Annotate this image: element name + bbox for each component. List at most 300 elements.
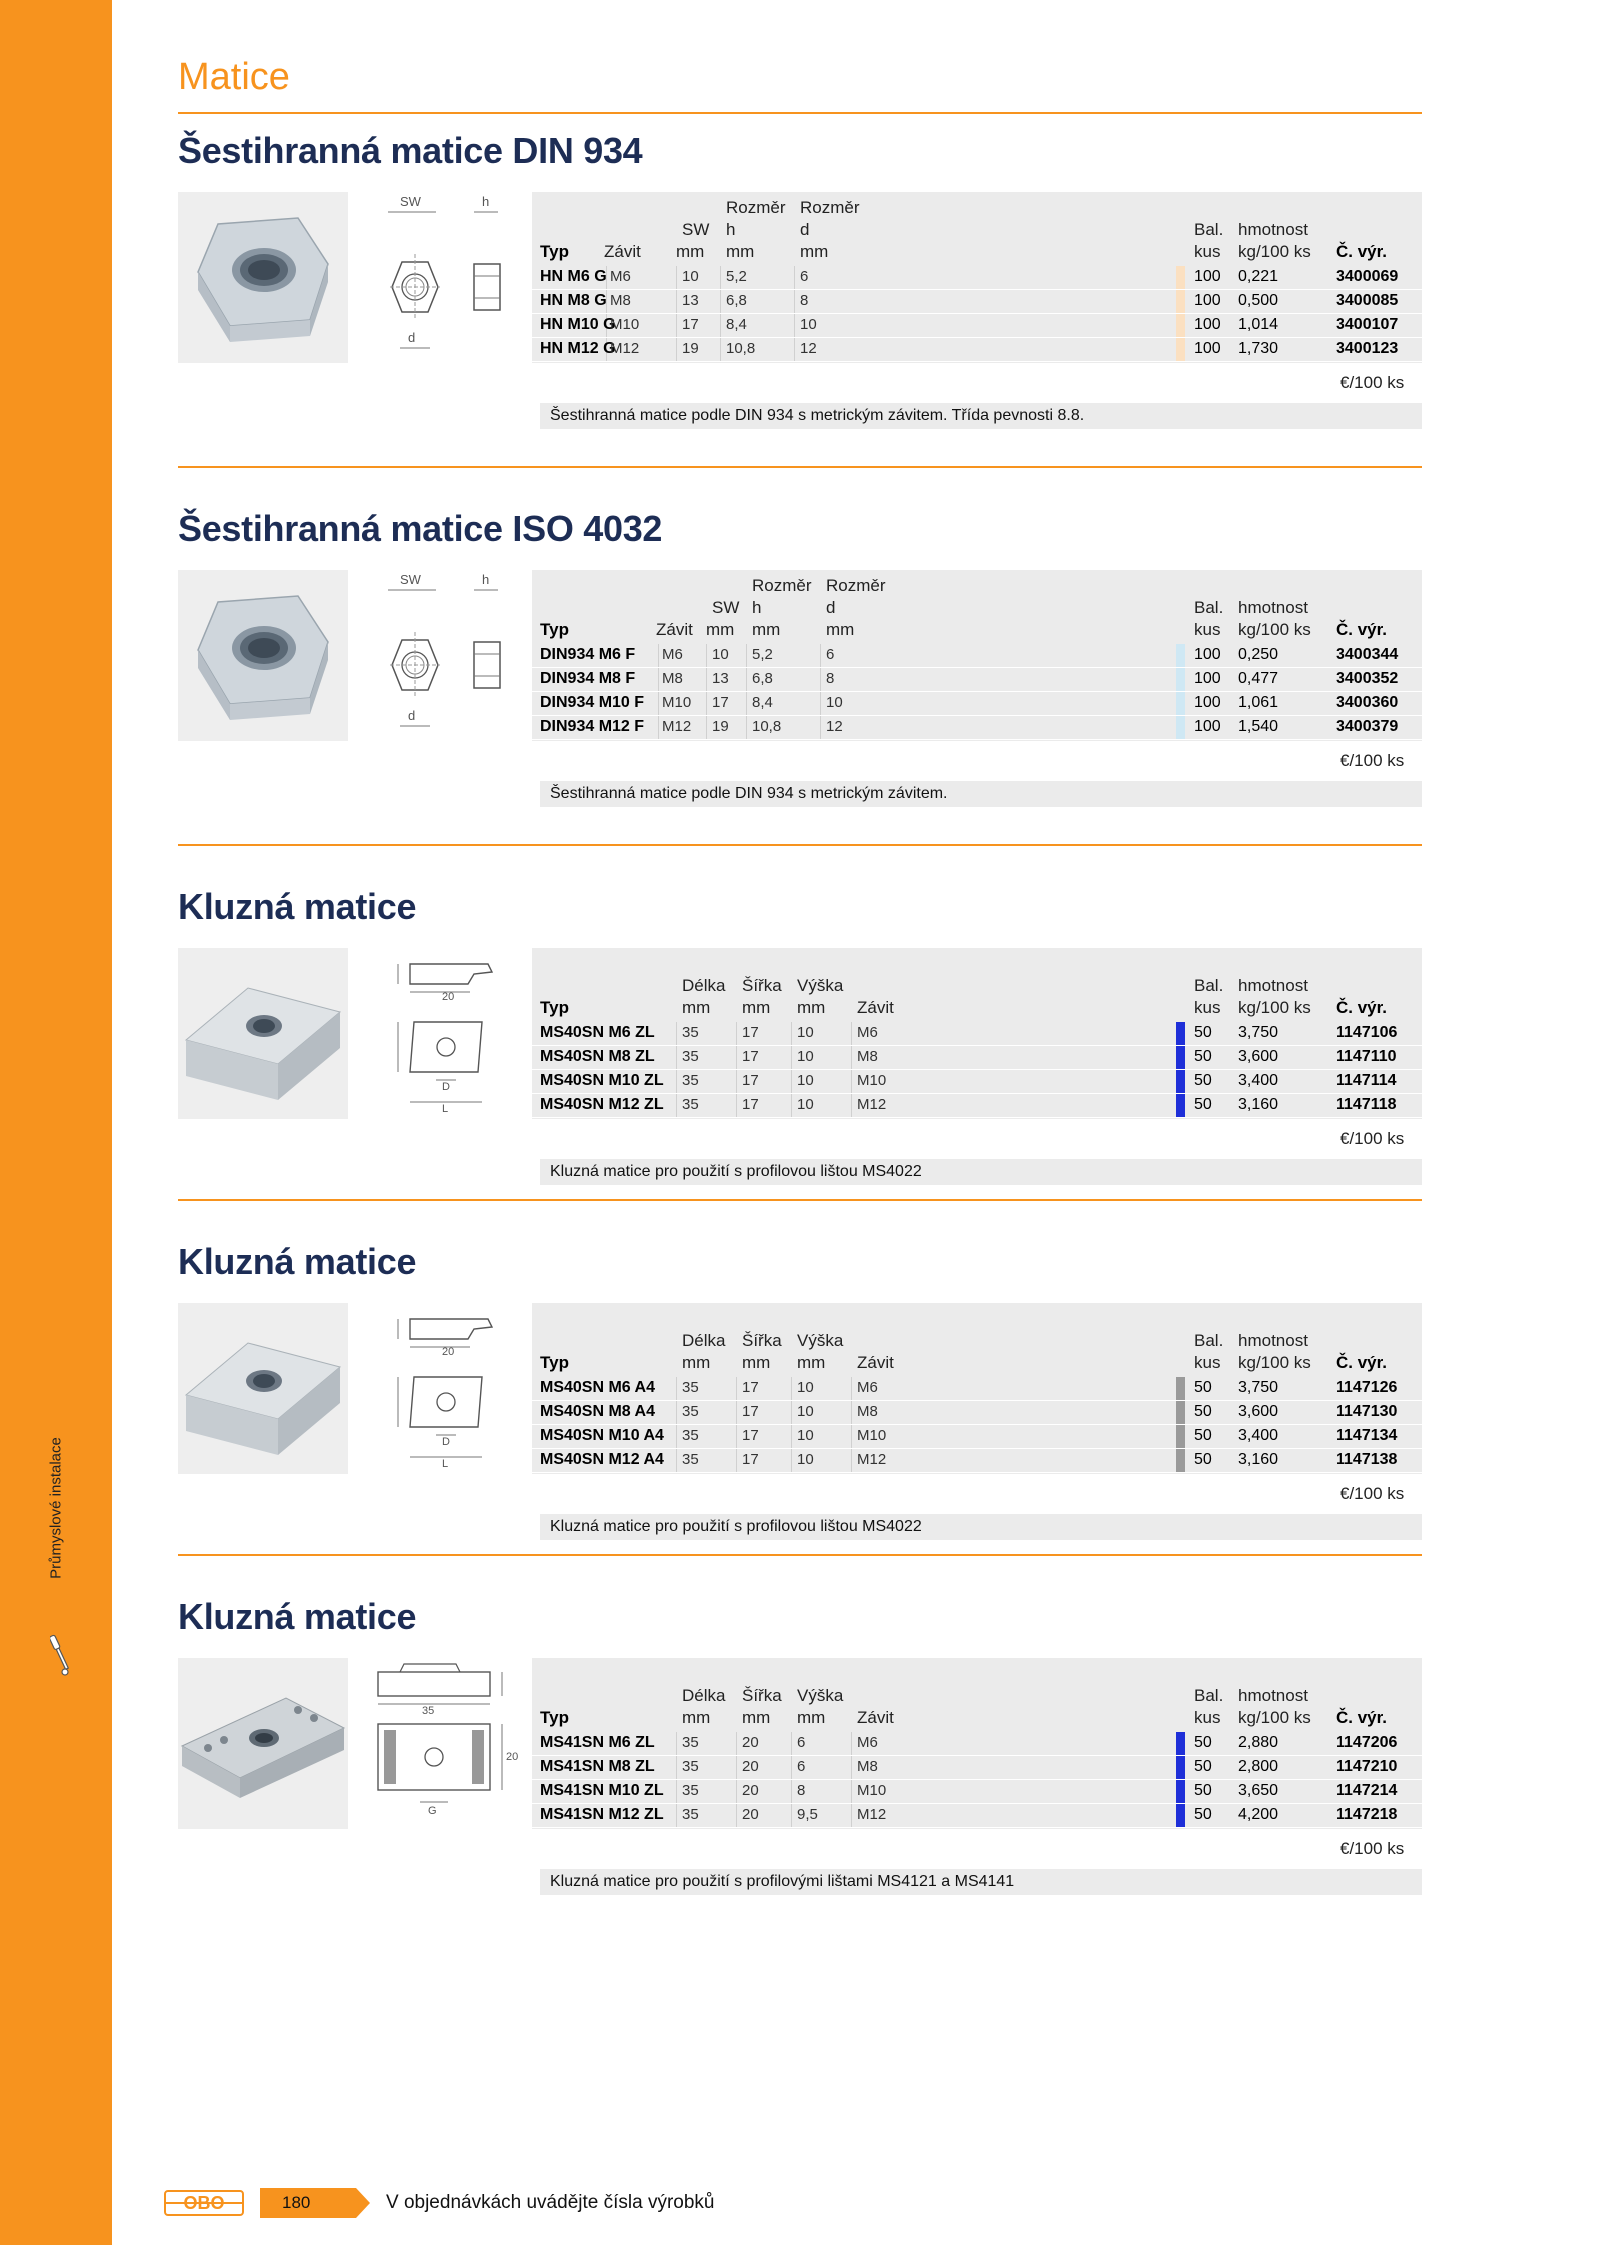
row-col2: 8,4 (726, 316, 747, 333)
color-marker (1176, 290, 1185, 314)
header-col3: Výška (797, 1331, 844, 1350)
row-col3: 9,5 (797, 1806, 818, 1823)
header-col2: Šířka (742, 976, 782, 995)
header-col2-unit: mm (752, 620, 781, 639)
header-weight: hmotnost (1238, 1686, 1308, 1705)
row-pack: 100 (1194, 718, 1221, 735)
row-thread: M8 (662, 670, 683, 687)
row-col2: 17 (742, 1379, 759, 1396)
header-weight-unit: kg/100 ks (1238, 1353, 1311, 1372)
row-col2: 20 (742, 1782, 759, 1799)
header-weight: hmotnost (1238, 1331, 1308, 1350)
product-description: Šestihranná matice podle DIN 934 s metrickým závitem. Třída pevnosti 8.8. (540, 403, 1422, 429)
row-thread: M12 (857, 1451, 887, 1468)
table-row (532, 290, 1422, 314)
header-weight-unit: kg/100 ks (1238, 620, 1311, 639)
row-type: MS41SN M12 ZL (540, 1806, 664, 1823)
product-photo (178, 1303, 348, 1474)
row-type: MS41SN M8 ZL (540, 1758, 655, 1775)
header-pack-unit: kus (1194, 1353, 1221, 1372)
header-col3-title: Rozměr (826, 576, 886, 595)
page-title: Matice (178, 56, 290, 98)
row-pack: 100 (1194, 646, 1221, 663)
row-col1: 35 (682, 1072, 699, 1089)
header-col2-unit: mm (742, 998, 771, 1017)
row-weight: 2,800 (1238, 1758, 1279, 1775)
row-weight: 3,160 (1238, 1096, 1279, 1113)
row-type: HN M12 G (540, 340, 616, 357)
footer-note: V objednávkách uvádějte čísla výrobků (386, 2192, 715, 2213)
header-pack-unit: kus (1194, 998, 1221, 1017)
section-title: Kluzná matice (178, 1241, 417, 1282)
row-col3: 10 (826, 694, 843, 711)
row-col3: 10 (800, 316, 817, 333)
color-marker (1176, 1022, 1185, 1046)
table-row (532, 1377, 1422, 1401)
header-col1: Délka (682, 1331, 726, 1350)
section-divider (178, 1554, 1422, 1556)
header-weight: hmotnost (1238, 220, 1308, 239)
row-col1: 19 (682, 340, 699, 357)
row-thread: M8 (857, 1403, 878, 1420)
header-col1: Délka (682, 1686, 726, 1705)
header-col1-unit: mm (682, 1708, 711, 1727)
section-title: Kluzná matice (178, 886, 417, 927)
row-weight: 3,400 (1238, 1427, 1279, 1444)
row-col1: 13 (712, 670, 729, 687)
row-pack: 50 (1194, 1072, 1212, 1089)
row-weight: 3,160 (1238, 1451, 1279, 1468)
row-thread: M10 (662, 694, 692, 711)
row-pack: 50 (1194, 1758, 1212, 1775)
drawing-label: D (442, 1081, 450, 1093)
row-article: 3400085 (1336, 292, 1399, 309)
row-type: MS40SN M8 A4 (540, 1403, 655, 1420)
table-row (532, 1401, 1422, 1425)
row-col1: 35 (682, 1758, 699, 1775)
row-col2: 6,8 (726, 292, 747, 309)
page-number: 180 (260, 2188, 356, 2218)
table-row (532, 1449, 1422, 1473)
row-type: HN M8 G (540, 292, 607, 309)
row-col3: 10 (797, 1096, 814, 1113)
drawing-label: L (442, 1458, 449, 1470)
product-description: Kluzná matice pro použití s profilovou lištou MS4022 (540, 1159, 1422, 1185)
color-marker (1176, 1780, 1185, 1804)
row-thread: M6 (857, 1379, 878, 1396)
row-article: 1147138 (1336, 1451, 1398, 1468)
row-col1: 17 (682, 316, 699, 333)
row-thread: M8 (857, 1048, 878, 1065)
row-col3: 10 (797, 1072, 814, 1089)
row-thread: M6 (662, 646, 683, 663)
section-divider (178, 466, 1422, 468)
row-pack: 50 (1194, 1024, 1212, 1041)
row-article: 3400069 (1336, 268, 1399, 285)
row-thread: M10 (857, 1782, 887, 1799)
row-thread: M6 (610, 268, 631, 285)
technical-drawing (370, 570, 520, 741)
row-type: MS40SN M10 ZL (540, 1072, 664, 1089)
row-col1: 19 (712, 718, 729, 735)
header-pack: Bal. (1194, 598, 1224, 617)
drawing-label: SW (400, 194, 421, 209)
table-row (532, 1070, 1422, 1094)
header-article: Č. výr. (1336, 1708, 1388, 1727)
row-weight: 0,477 (1238, 670, 1279, 687)
row-pack: 50 (1194, 1782, 1212, 1799)
header-col2-unit: mm (726, 242, 755, 261)
header-col3-unit: mm (797, 1708, 826, 1727)
product-description: Kluzná matice pro použití s profilovou lištou MS4022 (540, 1514, 1422, 1540)
product-table (532, 1658, 1422, 1829)
table-row (532, 266, 1422, 290)
header-article: Č. výr. (1336, 998, 1388, 1017)
row-col2: 17 (742, 1451, 759, 1468)
row-col2: 17 (742, 1096, 759, 1113)
row-type: MS40SN M6 ZL (540, 1024, 655, 1041)
row-col3: 6 (797, 1734, 806, 1751)
row-thread: M6 (857, 1734, 878, 1751)
table-row (532, 314, 1422, 338)
row-weight: 0,500 (1238, 292, 1279, 309)
row-line (532, 1827, 1422, 1828)
row-weight: 2,880 (1238, 1734, 1279, 1751)
row-pack: 100 (1194, 340, 1221, 357)
row-pack: 100 (1194, 268, 1221, 285)
color-marker (1176, 716, 1185, 740)
row-article: 1147218 (1336, 1806, 1398, 1823)
price-unit: €/100 ks (1340, 1839, 1405, 1858)
row-weight: 3,400 (1238, 1072, 1279, 1089)
header-article: Č. výr. (1336, 1353, 1388, 1372)
product-photo (178, 570, 348, 741)
header-col1-unit: mm (682, 998, 711, 1017)
row-col2: 6,8 (752, 670, 773, 687)
color-marker (1176, 1401, 1185, 1425)
color-marker (1176, 1732, 1185, 1756)
price-unit: €/100 ks (1340, 1129, 1405, 1148)
header-typ: Typ (540, 242, 569, 261)
row-col3: 10 (797, 1048, 814, 1065)
header-col3: d (826, 598, 836, 617)
section-divider (178, 844, 1422, 846)
product-photo (178, 1658, 348, 1829)
row-pack: 100 (1194, 316, 1221, 333)
header-pack: Bal. (1194, 1686, 1224, 1705)
row-article: 1147214 (1336, 1782, 1398, 1799)
header-col2: h (726, 220, 736, 239)
header-weight: hmotnost (1238, 976, 1308, 995)
row-col3: 10 (797, 1024, 814, 1041)
row-col2: 20 (742, 1734, 759, 1751)
row-col3: 10 (797, 1451, 814, 1468)
table-row (532, 1756, 1422, 1780)
color-marker (1176, 1756, 1185, 1780)
row-line (532, 1472, 1422, 1473)
row-weight: 3,750 (1238, 1024, 1279, 1041)
row-weight: 3,650 (1238, 1782, 1279, 1799)
row-weight: 1,061 (1238, 694, 1279, 711)
header-pack: Bal. (1194, 976, 1224, 995)
row-article: 1147118 (1336, 1096, 1397, 1113)
header-col2-unit: mm (742, 1708, 771, 1727)
row-col1: 13 (682, 292, 699, 309)
product-table (532, 948, 1422, 1119)
row-article: 1147130 (1336, 1403, 1398, 1420)
drawing-label: d (408, 330, 416, 345)
header-col1: Délka (682, 976, 726, 995)
row-article: 3400379 (1336, 718, 1399, 735)
row-type: MS40SN M12 A4 (540, 1451, 664, 1468)
row-type: MS40SN M8 ZL (540, 1048, 655, 1065)
row-article: 3400360 (1336, 694, 1399, 711)
header-typ: Typ (540, 998, 569, 1017)
row-col2: 17 (742, 1427, 759, 1444)
header-thread: Závit (857, 1353, 894, 1372)
row-col2: 17 (742, 1403, 759, 1420)
product-description: Kluzná matice pro použití s profilovými lištami MS4121 a MS4141 (540, 1869, 1422, 1895)
header-col3-unit: mm (826, 620, 855, 639)
row-type: MS41SN M6 ZL (540, 1734, 655, 1751)
color-marker (1176, 1070, 1185, 1094)
header-weight: hmotnost (1238, 598, 1308, 617)
header-col2: h (752, 598, 762, 617)
product-table (532, 1303, 1422, 1474)
row-col3: 6 (800, 268, 809, 285)
row-col3: 10 (797, 1379, 814, 1396)
header-col3: Výška (797, 1686, 844, 1705)
row-col2: 17 (742, 1048, 759, 1065)
header-col1-unit: mm (706, 620, 735, 639)
row-col2: 10,8 (752, 718, 782, 735)
header-col2: Šířka (742, 1331, 782, 1350)
row-article: 1147114 (1336, 1072, 1397, 1089)
row-col3: 8 (797, 1782, 806, 1799)
row-weight: 1,730 (1238, 340, 1279, 357)
row-col1: 35 (682, 1782, 699, 1799)
color-marker (1176, 1425, 1185, 1449)
header-pack: Bal. (1194, 220, 1224, 239)
header-col1: SW (682, 220, 710, 239)
row-article: 3400123 (1336, 340, 1399, 357)
drawing-label: L (442, 1103, 449, 1115)
product-table (532, 570, 1422, 741)
row-col3: 10 (797, 1403, 814, 1420)
obo-logo (164, 2190, 244, 2216)
color-marker (1176, 1094, 1185, 1118)
table-row (532, 1804, 1422, 1828)
drawing-label: D (442, 1436, 450, 1448)
table-row (532, 1022, 1422, 1046)
row-article: 3400344 (1336, 646, 1399, 663)
row-col2: 8,4 (752, 694, 773, 711)
row-type: DIN934 M12 F (540, 718, 645, 735)
color-marker (1176, 644, 1185, 668)
table-row (532, 692, 1422, 716)
row-type: DIN934 M10 F (540, 694, 645, 711)
header-article: Č. výr. (1336, 242, 1388, 261)
drawing-label: d (408, 708, 416, 723)
table-row (532, 668, 1422, 692)
table-row (532, 1780, 1422, 1804)
row-thread: M10 (857, 1427, 887, 1444)
row-thread: M12 (662, 718, 692, 735)
header-col2: Šířka (742, 1686, 782, 1705)
drawing-label: G (428, 1805, 437, 1817)
header-weight-unit: kg/100 ks (1238, 242, 1311, 261)
row-article: 1147126 (1336, 1379, 1398, 1396)
row-article: 3400107 (1336, 316, 1399, 333)
header-pack: Bal. (1194, 1331, 1224, 1350)
row-weight: 1,540 (1238, 718, 1279, 735)
row-col1: 35 (682, 1427, 699, 1444)
row-line (532, 739, 1422, 740)
row-thread: M12 (857, 1096, 887, 1113)
technical-drawing (370, 192, 520, 363)
product-table (532, 192, 1422, 363)
row-article: 1147106 (1336, 1024, 1398, 1041)
title-divider (178, 112, 1422, 114)
header-thread: Závit (604, 242, 641, 261)
row-weight: 0,221 (1238, 268, 1279, 285)
row-col3: 12 (826, 718, 843, 735)
row-pack: 50 (1194, 1734, 1212, 1751)
header-weight-unit: kg/100 ks (1238, 1708, 1311, 1727)
drawing-label: 35 (422, 1705, 435, 1717)
row-col1: 10 (682, 268, 699, 285)
header-col2-title: Rozměr (726, 198, 786, 217)
header-thread: Závit (857, 998, 894, 1017)
row-article: 1147210 (1336, 1758, 1398, 1775)
row-col3: 6 (826, 646, 835, 663)
row-type: DIN934 M6 F (540, 646, 636, 663)
header-article: Č. výr. (1336, 620, 1388, 639)
header-thread: Závit (656, 620, 693, 639)
header-col3-unit: mm (797, 1353, 826, 1372)
row-line (532, 1117, 1422, 1118)
row-weight: 0,250 (1238, 646, 1279, 663)
table-row (532, 338, 1422, 362)
row-pack: 50 (1194, 1403, 1212, 1420)
row-thread: M8 (610, 292, 631, 309)
row-article: 1147206 (1336, 1734, 1398, 1751)
header-col2-title: Rozměr (752, 576, 812, 595)
row-pack: 100 (1194, 694, 1221, 711)
header-col3-unit: mm (797, 998, 826, 1017)
row-col2: 5,2 (752, 646, 773, 663)
row-col1: 35 (682, 1403, 699, 1420)
row-type: MS41SN M10 ZL (540, 1782, 664, 1799)
row-article: 1147134 (1336, 1427, 1398, 1444)
row-thread: M10 (610, 316, 640, 333)
row-thread: M8 (857, 1758, 878, 1775)
header-pack-unit: kus (1194, 620, 1221, 639)
row-article: 3400352 (1336, 670, 1399, 687)
technical-drawing (370, 1658, 520, 1829)
drawing-label: h (482, 194, 490, 209)
row-pack: 100 (1194, 292, 1221, 309)
row-col1: 35 (682, 1806, 699, 1823)
table-row (532, 1732, 1422, 1756)
drawing-label: h (482, 572, 490, 587)
row-weight: 3,600 (1238, 1048, 1279, 1065)
page-number-arrow (356, 2188, 370, 2218)
row-col2: 17 (742, 1072, 759, 1089)
section-title: Kluzná matice (178, 1596, 417, 1637)
row-type: MS40SN M12 ZL (540, 1096, 664, 1113)
section-divider (178, 1199, 1422, 1201)
color-marker (1176, 314, 1185, 338)
row-col2: 10,8 (726, 340, 756, 357)
row-weight: 3,600 (1238, 1403, 1279, 1420)
color-marker (1176, 1046, 1185, 1070)
logo-text: OBO (183, 2193, 225, 2213)
row-type: MS40SN M10 A4 (540, 1427, 664, 1444)
row-col3: 8 (800, 292, 809, 309)
row-col3: 10 (797, 1427, 814, 1444)
color-marker (1176, 1804, 1185, 1828)
row-col3: 12 (800, 340, 817, 357)
drawing-label: 20 (442, 991, 455, 1003)
header-typ: Typ (540, 620, 569, 639)
row-col3: 6 (797, 1758, 806, 1775)
drawing-label: 20 (506, 1751, 519, 1763)
header-pack-unit: kus (1194, 242, 1221, 261)
header-col1-unit: mm (682, 1353, 711, 1372)
header-col3-unit: mm (800, 242, 829, 261)
row-pack: 50 (1194, 1048, 1212, 1065)
row-article: 1147110 (1336, 1048, 1397, 1065)
product-photo (178, 192, 348, 363)
drawing-label: SW (400, 572, 421, 587)
section-title: Šestihranná matice DIN 934 (178, 130, 643, 171)
price-unit: €/100 ks (1340, 373, 1405, 392)
product-description: Šestihranná matice podle DIN 934 s metrickým závitem. (540, 781, 1422, 807)
row-col1: 35 (682, 1379, 699, 1396)
header-thread: Závit (857, 1708, 894, 1727)
table-row (532, 1425, 1422, 1449)
row-col1: 10 (712, 646, 729, 663)
row-pack: 50 (1194, 1427, 1212, 1444)
header-col3: Výška (797, 976, 844, 995)
header-col1-unit: mm (676, 242, 705, 261)
table-row (532, 1046, 1422, 1070)
row-thread: M12 (857, 1806, 887, 1823)
row-pack: 50 (1194, 1379, 1212, 1396)
header-col3-title: Rozměr (800, 198, 860, 217)
color-marker (1176, 338, 1185, 362)
row-thread: M6 (857, 1024, 878, 1041)
header-pack-unit: kus (1194, 1708, 1221, 1727)
technical-drawing (370, 1303, 520, 1474)
table-row (532, 1094, 1422, 1118)
color-marker (1176, 1449, 1185, 1473)
technical-drawing (370, 948, 520, 1119)
row-col2: 20 (742, 1806, 759, 1823)
header-typ: Typ (540, 1353, 569, 1372)
row-type: HN M10 G (540, 316, 616, 333)
color-marker (1176, 692, 1185, 716)
section-title: Šestihranná matice ISO 4032 (178, 508, 663, 549)
product-photo (178, 948, 348, 1119)
row-pack: 100 (1194, 670, 1221, 687)
row-line (532, 361, 1422, 362)
side-bar (0, 0, 112, 2245)
row-weight: 3,750 (1238, 1379, 1279, 1396)
row-pack: 50 (1194, 1806, 1212, 1823)
row-weight: 4,200 (1238, 1806, 1279, 1823)
